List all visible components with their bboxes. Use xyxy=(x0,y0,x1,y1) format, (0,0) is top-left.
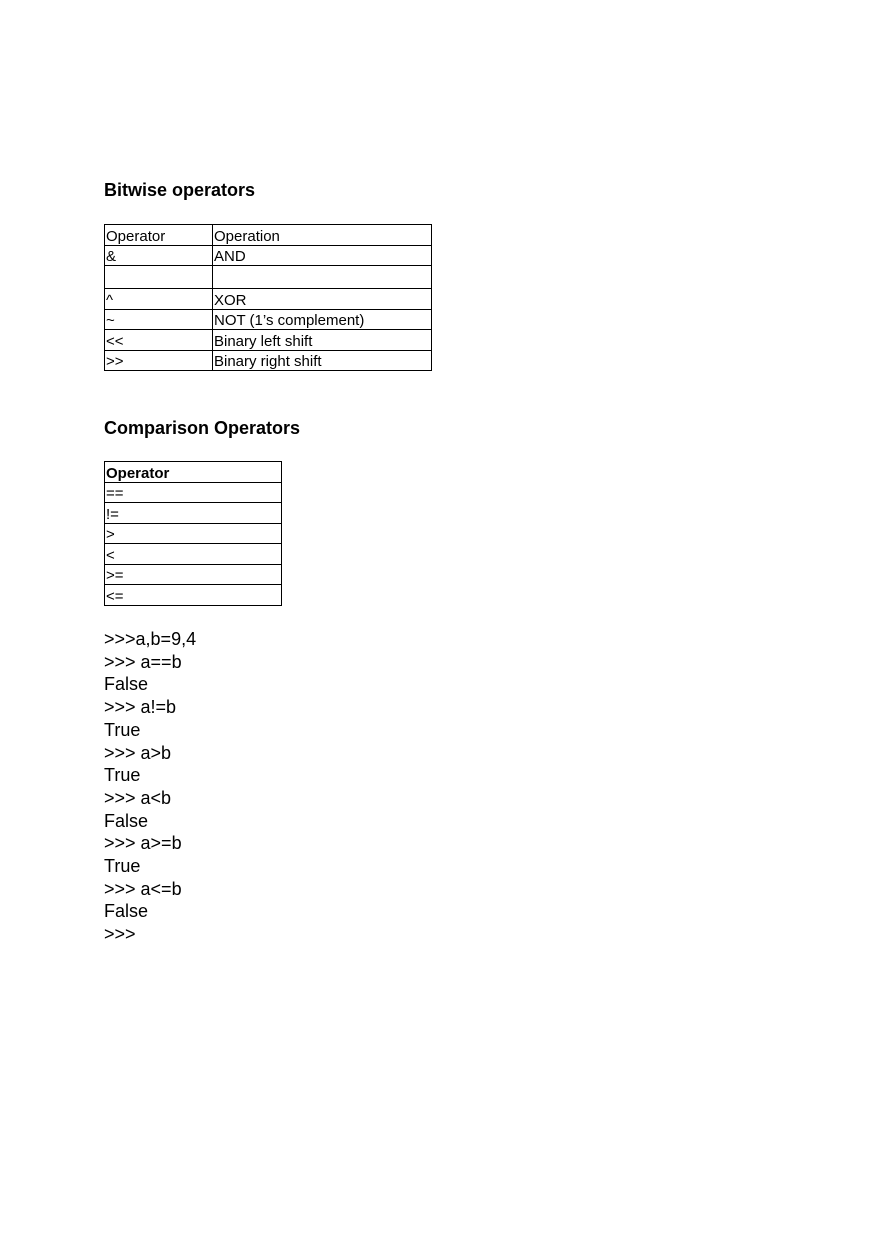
comparison-operators-heading: Comparison Operators xyxy=(104,418,301,438)
repl-line: >>> a>b xyxy=(104,742,172,763)
repl-line: >>> a<b xyxy=(104,787,172,808)
column-header-operator: Operator xyxy=(105,462,282,483)
operator-cell: << xyxy=(105,330,213,351)
repl-line: True xyxy=(104,719,141,740)
table-row xyxy=(105,309,432,330)
repl-line: >>> a>=b xyxy=(104,833,182,854)
table-row xyxy=(105,503,282,524)
operator-cell: ^ xyxy=(105,289,213,310)
operator-cell: & xyxy=(105,245,213,266)
repl-line: >>>a,b=9,4 xyxy=(104,629,197,649)
repl-line: False xyxy=(104,901,149,922)
table-row xyxy=(105,350,432,371)
operator-cell: ~ xyxy=(105,309,213,330)
operation-cell: XOR xyxy=(213,289,432,310)
repl-line: >>> a!=b xyxy=(104,697,177,718)
table-row xyxy=(105,544,282,565)
table-row xyxy=(105,289,432,310)
repl-line: >>> xyxy=(104,924,136,945)
table-row xyxy=(105,330,432,351)
operator-cell: > xyxy=(105,523,282,544)
column-header-operator: Operator xyxy=(105,225,213,246)
repl-line: False xyxy=(104,810,149,831)
bitwise-operators-table xyxy=(104,224,432,371)
operation-cell: NOT (1’s complement) xyxy=(213,309,432,330)
table-row xyxy=(105,482,282,503)
operator-cell: <= xyxy=(105,585,282,606)
operation-cell xyxy=(213,266,432,289)
operator-cell: >> xyxy=(105,350,213,371)
operator-cell: < xyxy=(105,544,282,565)
operation-cell: Binary left shift xyxy=(213,330,432,351)
repl-line: >>> a<=b xyxy=(104,878,182,899)
repl-line: True xyxy=(104,765,141,786)
table-row xyxy=(105,564,282,585)
table-row xyxy=(105,245,432,266)
repl-line: False xyxy=(104,674,149,695)
bitwise-operators-heading: Bitwise operators xyxy=(104,180,256,200)
table-row xyxy=(105,585,282,606)
operation-cell: AND xyxy=(213,245,432,266)
operator-cell: != xyxy=(105,503,282,524)
python-repl-transcript xyxy=(104,628,196,946)
operation-cell: Binary right shift xyxy=(213,350,432,371)
table-row xyxy=(105,266,432,289)
column-header-operation: Operation xyxy=(213,225,432,246)
repl-line: >>> a==b xyxy=(104,651,182,672)
comparison-operators-table xyxy=(104,461,282,606)
operator-cell: == xyxy=(105,482,282,503)
operator-cell: >= xyxy=(105,564,282,585)
table-header-row xyxy=(105,225,432,246)
table-header-row xyxy=(105,462,282,483)
operator-cell xyxy=(105,266,213,289)
repl-line: True xyxy=(104,856,141,877)
table-row xyxy=(105,523,282,544)
